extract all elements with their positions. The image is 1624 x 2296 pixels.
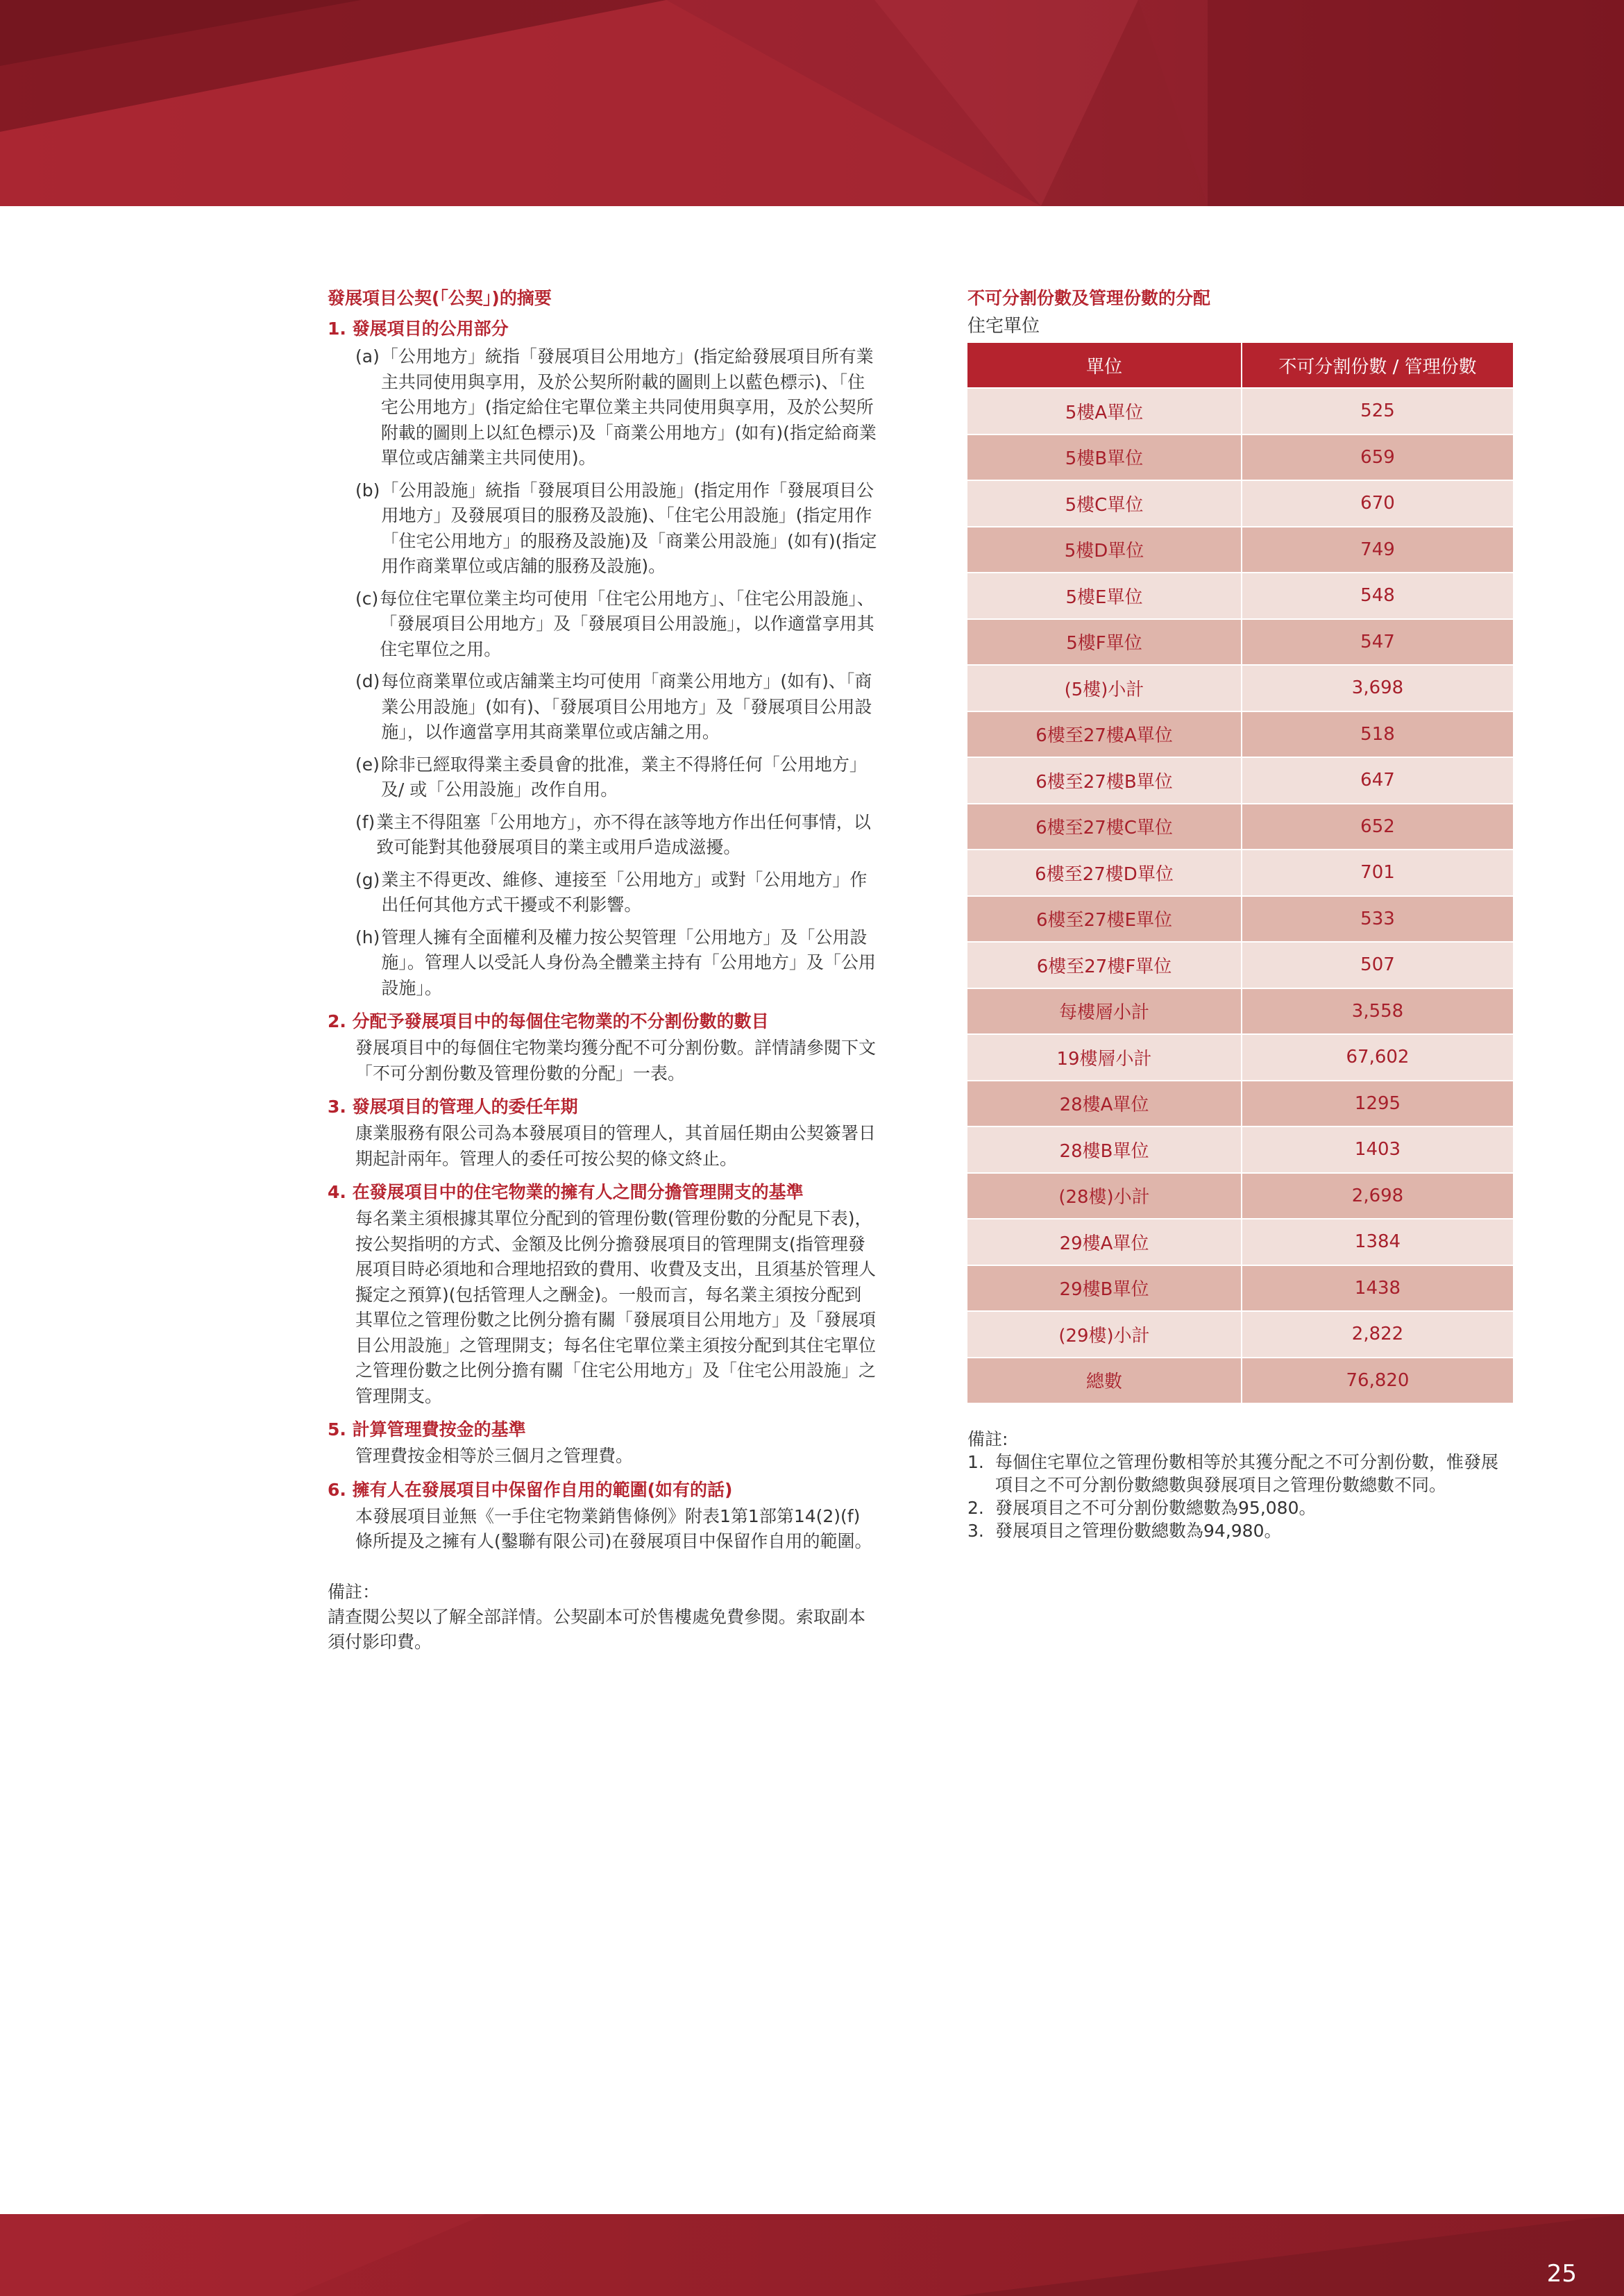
section-3-heading: 3. 發展項目的管理人的委任年期 — [328, 1097, 578, 1117]
list-item — [328, 478, 877, 580]
item-marker: (f) — [355, 811, 375, 832]
table-row — [967, 527, 1513, 573]
table-row — [967, 619, 1513, 666]
table-row — [967, 1311, 1513, 1358]
section-4-heading: 4. 在發展項目中的住宅物業的擁有人之間分擔管理開支的基準 — [328, 1182, 804, 1202]
shares-cell: 548 — [1242, 573, 1513, 619]
list-item — [328, 810, 877, 861]
shares-cell: 533 — [1242, 896, 1513, 943]
shares-cell: 67,602 — [1242, 1034, 1513, 1081]
item-text: 業主不得阻塞「公用地方」，亦不得在該等地方作出任何事情，以致可能對其他發展項目的業主或用戶造成滋擾。 — [376, 811, 871, 857]
item-text: 「公用設施」統指「發展項目公用設施」(指定用作「發展項目公用地方」及發展項目的服務及設施)、「住宅公用設施」(指定用作「住宅公用地方」的服務及設施)及「商業公用設施」(如有)(指定用作商業單位或店舖的服務及設施)。 — [381, 480, 877, 576]
allocation-title: 不可分割份數及管理份數的分配 — [967, 288, 1211, 308]
shares-cell: 670 — [1242, 480, 1513, 527]
section-1-heading: 1. 發展項目的公用部分 — [328, 319, 509, 339]
item-text: 除非已經取得業主委員會的批准，業主不得將任何「公用地方」及/ 或「公用設施」改作自用。 — [380, 754, 867, 800]
item-text: 每位住宅單位業主均可使用「住宅公用地方」、「住宅公用設施」、「發展項目公用地方」及「發展項目公用設施」，以作適當享用其住宅單位之用。 — [380, 588, 874, 659]
residential-units-label: 住宅單位 — [967, 316, 1040, 337]
list-item — [328, 752, 877, 803]
unit-cell: 總數 — [967, 1358, 1242, 1403]
unit-cell: 6樓至27樓A單位 — [967, 711, 1242, 758]
shares-cell: 76,820 — [1242, 1358, 1513, 1403]
item-marker: (g) — [355, 869, 380, 890]
unit-cell: 每樓層小計 — [967, 988, 1242, 1035]
table-row — [967, 942, 1513, 988]
shares-cell: 3,558 — [1242, 988, 1513, 1035]
item-marker: (c) — [355, 588, 379, 609]
table-notes — [967, 1428, 1513, 1542]
footer-banner — [0, 2214, 1624, 2296]
shares-cell: 2,822 — [1242, 1311, 1513, 1358]
section-2-heading: 2. 分配予發展項目中的每個住宅物業的不分割份數的數目 — [328, 1011, 769, 1031]
section-3-text: 康業服務有限公司為本發展項目的管理人，其首屆任期由公契簽署日期起計兩年。管理人的委任可按公契的條文終止。 — [355, 1123, 877, 1169]
list-item — [328, 344, 877, 471]
note-item — [967, 1451, 1513, 1496]
remarks — [328, 1580, 877, 1655]
header-shares: 不可分割份數 / 管理份數 — [1242, 343, 1513, 388]
table-row — [967, 573, 1513, 619]
section-5-text: 管理費按金相等於三個月之管理費。 — [355, 1446, 634, 1466]
list-item — [328, 669, 877, 745]
table-row — [967, 434, 1513, 481]
section-4-text: 每名業主須根據其單位分配到的管理份數(管理份數的分配見下表)，按公契指明的方式、金額及比例分擔發展項目的管理開支(指管理發展項目時必須地和合理地招致的費用、收費及支出，且須基於管理人擬定之預算)(包括管理人之酬金)。一般而言，每名業主須按分配到其單位之管理份數之比例分擔有關「發展項目公用地方」及「發展項目公用設施」之管理開支；每名住宅單位業主須按分配到其住宅單位之管理份數之比例分擔有關「住宅公用地方」及「住宅公用設施」之管理開支。 — [355, 1208, 877, 1406]
allocation-table-body — [967, 388, 1513, 1403]
table-row — [967, 388, 1513, 434]
item-text: 管理人擁有全面權利及權力按公契管理「公用地方」及「公用設施」。管理人以受託人身份為全體業主持有「公用地方」及「公用設施」。 — [381, 927, 876, 998]
item-marker: (b) — [355, 480, 380, 500]
table-row-total — [967, 1358, 1513, 1403]
note-item — [967, 1519, 1513, 1542]
note-number: 3. — [967, 1521, 984, 1541]
list-item — [328, 586, 877, 663]
section-6-heading: 6. 擁有人在發展項目中保留作自用的範圍(如有的話) — [328, 1479, 733, 1500]
note-text: 每個住宅單位之管理份數相等於其獲分配之不可分割份數，惟發展項目之不可分割份數總數與發展項目之管理份數總數不同。 — [995, 1452, 1499, 1495]
table-row — [967, 896, 1513, 943]
unit-cell: 5樓C單位 — [967, 480, 1242, 527]
unit-cell: 6樓至27樓D單位 — [967, 850, 1242, 896]
note-number: 2. — [967, 1498, 984, 1518]
shares-cell: 701 — [1242, 850, 1513, 896]
item-text: 業主不得更改、維修、連接至「公用地方」或對「公用地方」作出任何其他方式干擾或不利影響。 — [381, 869, 868, 915]
unit-cell: 6樓至27樓C單位 — [967, 804, 1242, 850]
section-5-heading: 5. 計算管理費按金的基準 — [328, 1419, 526, 1440]
shares-cell: 1384 — [1242, 1219, 1513, 1265]
allocation-table — [967, 343, 1513, 1403]
unit-cell: 19樓層小計 — [967, 1034, 1242, 1081]
header-banner — [0, 0, 1624, 206]
shares-cell: 647 — [1242, 757, 1513, 804]
shares-cell: 2,698 — [1242, 1173, 1513, 1219]
item-text: 每位商業單位或店舖業主均可使用「商業公用地方」(如有)、「商業公用設施」(如有)、「發展項目公用地方」及「發展項目公用設施」，以作適當享用其商業單位或店舖之用。 — [381, 671, 872, 742]
remarks-text: 請查閱公契以了解全部詳情。公契副本可於售樓處免費參閱。索取副本須付影印費。 — [328, 1606, 866, 1652]
shares-cell: 507 — [1242, 942, 1513, 988]
table-row — [967, 480, 1513, 527]
shares-cell: 547 — [1242, 619, 1513, 666]
table-row — [967, 1081, 1513, 1127]
note-text: 發展項目之不可分割份數總數為95,080。 — [995, 1498, 1317, 1518]
shares-cell: 749 — [1242, 527, 1513, 573]
unit-cell: (28樓)小計 — [967, 1173, 1242, 1219]
unit-cell: 5樓A單位 — [967, 388, 1242, 434]
unit-cell: 5樓F單位 — [967, 619, 1242, 666]
section-6-text: 本發展項目並無《一手住宅物業銷售條例》附表1第1部第14(2)(f)條所提及之擁有人(鑿聯有限公司)在發展項目中保留作自用的範圍。 — [355, 1505, 872, 1551]
unit-cell: 5樓B單位 — [967, 434, 1242, 481]
header-graphic — [0, 0, 1624, 206]
unit-cell: 5樓E單位 — [967, 573, 1242, 619]
unit-cell: (5樓)小計 — [967, 665, 1242, 711]
note-number: 1. — [967, 1452, 984, 1472]
shares-cell: 1295 — [1242, 1081, 1513, 1127]
unit-cell: 28樓B單位 — [967, 1126, 1242, 1173]
table-row — [967, 804, 1513, 850]
unit-cell: 6樓至27樓E單位 — [967, 896, 1242, 943]
unit-cell: 28樓A單位 — [967, 1081, 1242, 1127]
header-unit: 單位 — [967, 343, 1242, 388]
unit-cell: 5樓D單位 — [967, 527, 1242, 573]
table-row — [967, 665, 1513, 711]
common-deed-summary — [328, 285, 877, 1655]
unit-cell: (29樓)小計 — [967, 1311, 1242, 1358]
list-item — [328, 925, 877, 1002]
remarks-label: 備註： — [328, 1581, 380, 1602]
table-row — [967, 757, 1513, 804]
table-row — [967, 1265, 1513, 1312]
unit-cell: 6樓至27樓F單位 — [967, 942, 1242, 988]
shares-cell: 652 — [1242, 804, 1513, 850]
item-text: 「公用地方」統指「發展項目公用地方」(指定給發展項目所有業主共同使用與享用，及於公契所附載的圖則上以藍色標示)、「住宅公用地方」(指定給住宅單位業主共同使用與享用，及於公契所附載的圖則上以紅色標示)及「商業公用地方」(如有)(指定給商業單位或店舖業主共同使用)。 — [380, 346, 877, 468]
item-marker: (a) — [355, 346, 380, 366]
shares-cell: 1403 — [1242, 1126, 1513, 1173]
deed-summary-title: 發展項目公契(「公契」)的摘要 — [328, 288, 552, 308]
table-row — [967, 1126, 1513, 1173]
notes-label: 備註: — [967, 1429, 1008, 1449]
share-allocation-section — [967, 285, 1513, 1542]
note-text: 發展項目之管理份數總數為94,980。 — [995, 1521, 1282, 1541]
list-item — [328, 868, 877, 918]
item-marker: (e) — [355, 754, 380, 775]
item-marker: (d) — [355, 671, 380, 691]
page-number: 25 — [1546, 2260, 1577, 2288]
unit-cell: 6樓至27樓B單位 — [967, 757, 1242, 804]
table-header-row — [967, 343, 1513, 388]
table-row — [967, 1034, 1513, 1081]
unit-cell: 29樓A單位 — [967, 1219, 1242, 1265]
shares-cell: 518 — [1242, 711, 1513, 758]
shares-cell: 1438 — [1242, 1265, 1513, 1312]
shares-cell: 659 — [1242, 434, 1513, 481]
unit-cell: 29樓B單位 — [967, 1265, 1242, 1312]
table-row — [967, 988, 1513, 1035]
table-row — [967, 1219, 1513, 1265]
note-item — [967, 1496, 1513, 1519]
shares-cell: 3,698 — [1242, 665, 1513, 711]
shares-cell: 525 — [1242, 388, 1513, 434]
section-2-text: 發展項目中的每個住宅物業均獲分配不可分割份數。詳情請參閱下文「不可分割份數及管理份數的分配」一表。 — [355, 1038, 877, 1083]
table-row — [967, 711, 1513, 758]
table-row — [967, 1173, 1513, 1219]
table-row — [967, 850, 1513, 896]
footer-graphic — [0, 2214, 1624, 2296]
item-marker: (h) — [355, 927, 380, 947]
